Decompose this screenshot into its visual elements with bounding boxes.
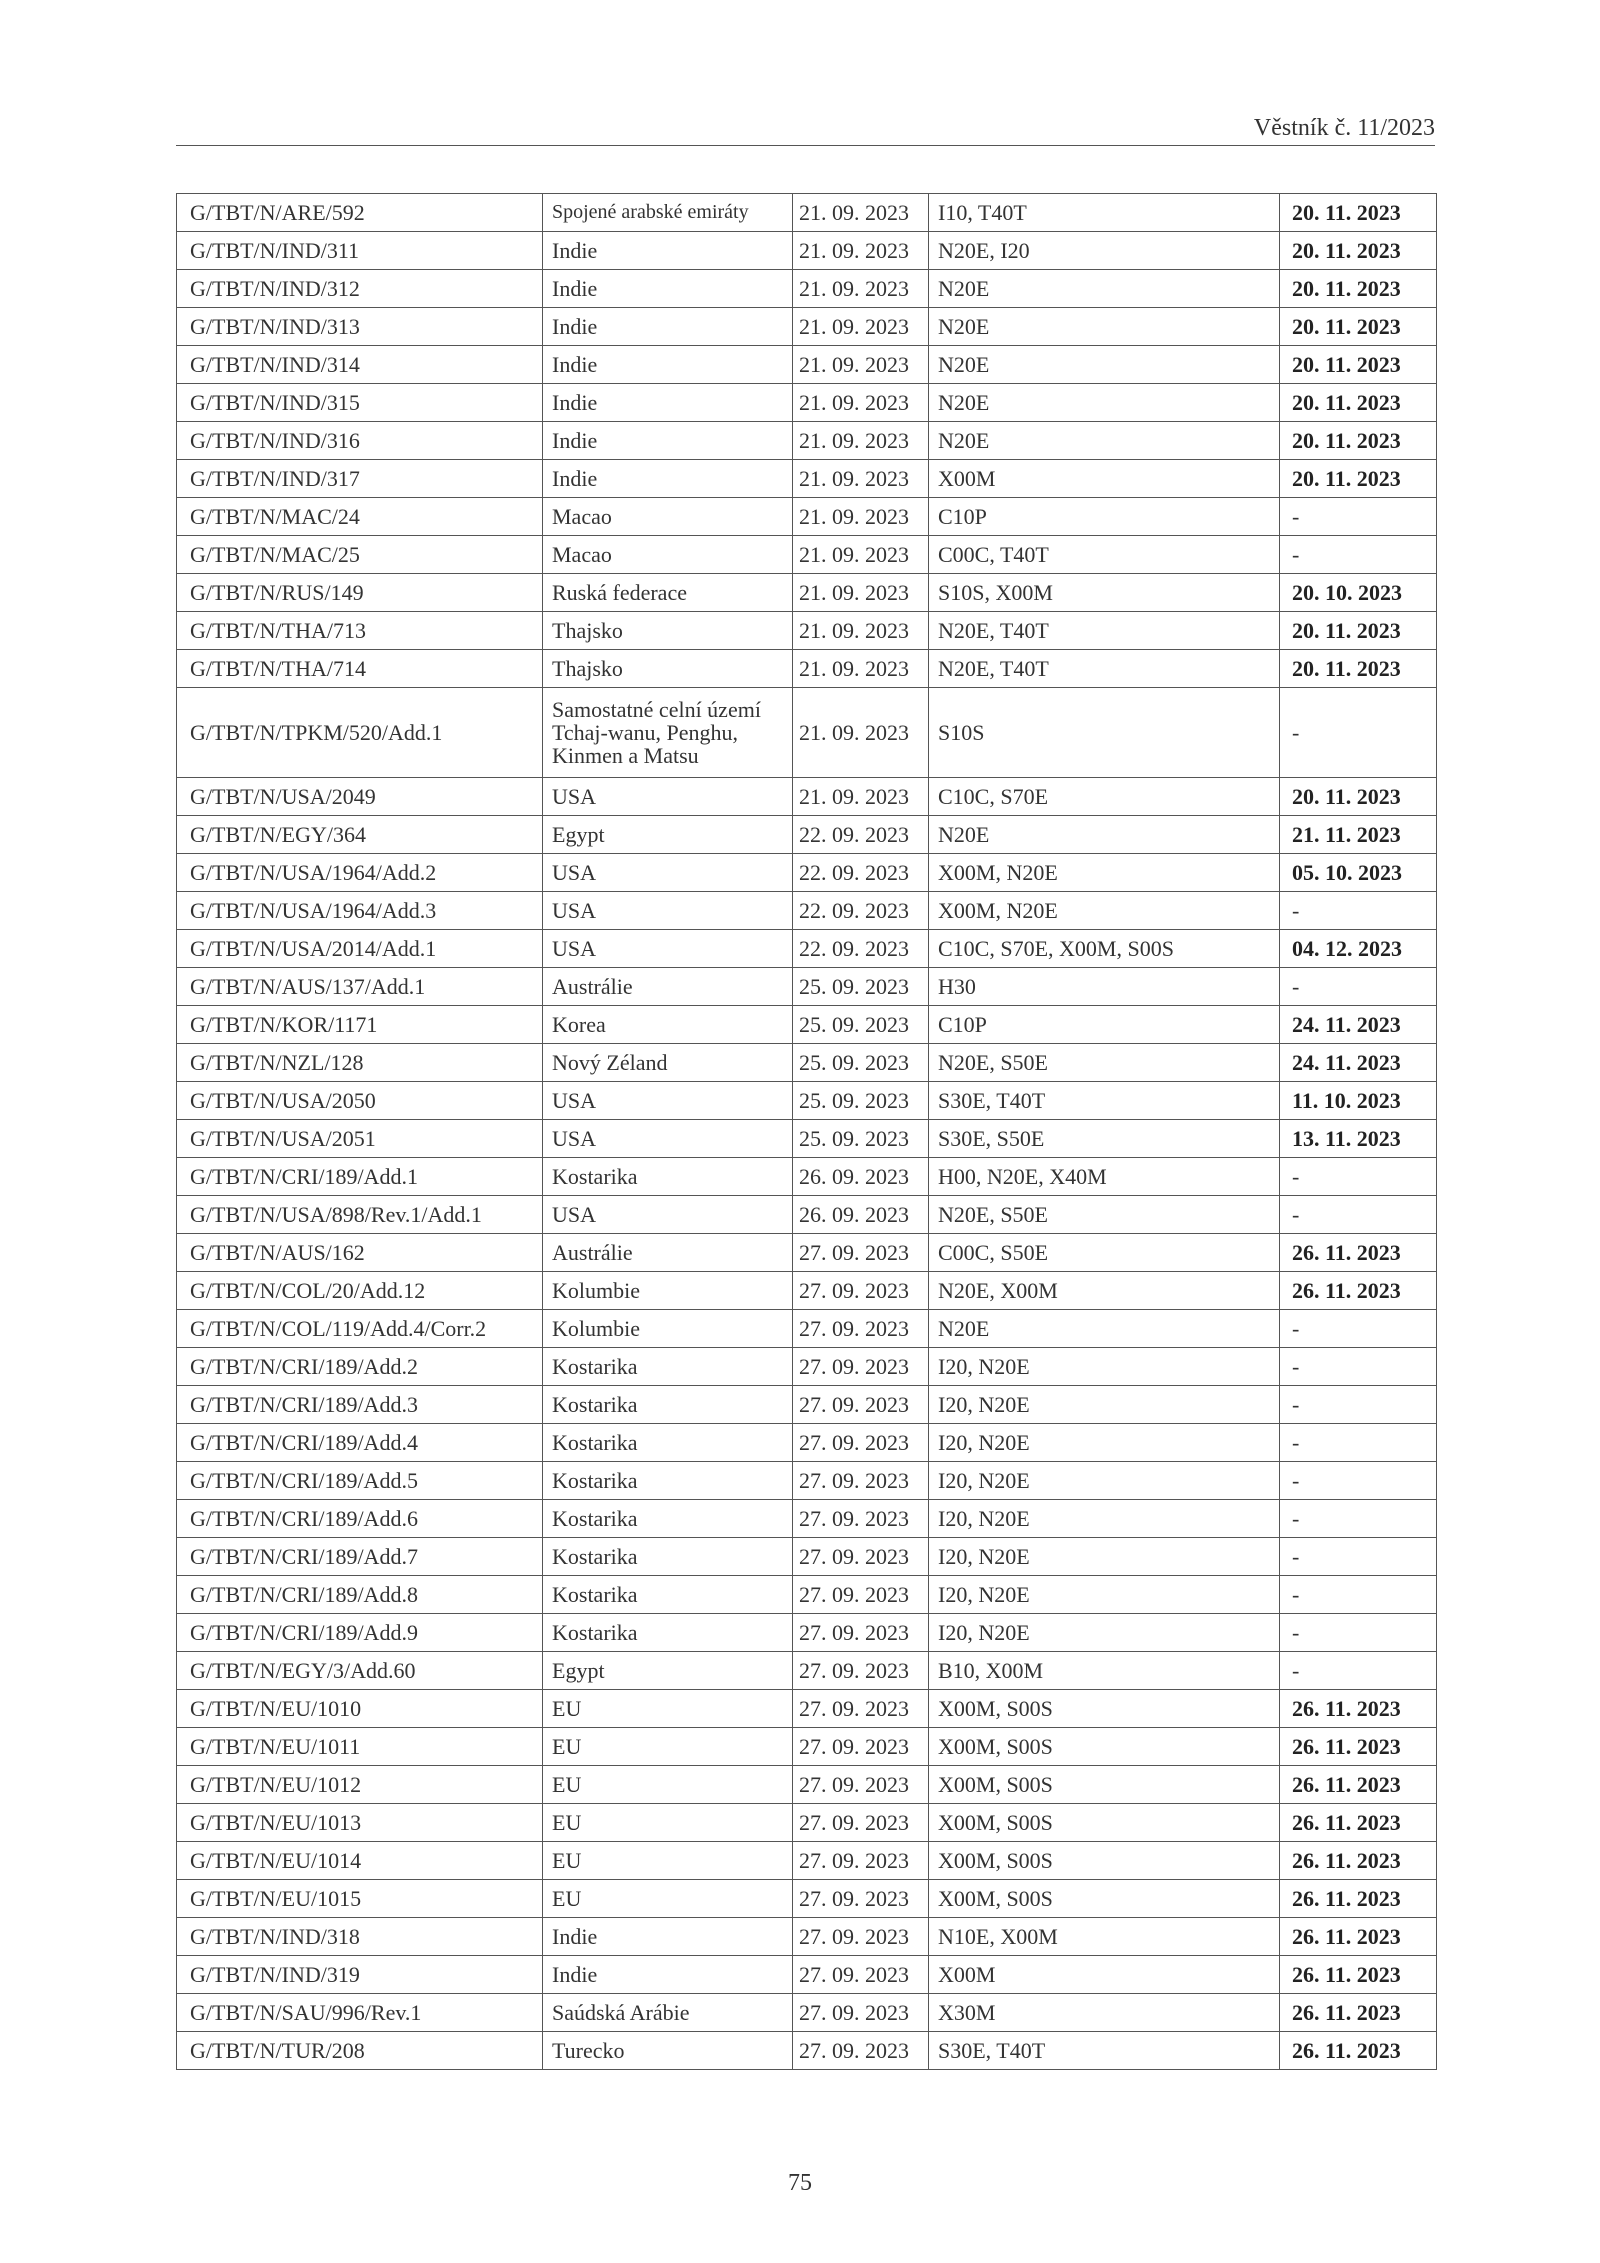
ics-codes: N20E: [929, 270, 1280, 308]
notification-symbol: G/TBT/N/EGY/3/Add.60: [177, 1652, 543, 1690]
comment-deadline: 26. 11. 2023: [1280, 1766, 1437, 1804]
table-row: [177, 1576, 1437, 1614]
ics-codes: N20E: [929, 816, 1280, 854]
notification-date: 22. 09. 2023: [793, 930, 929, 968]
page-number: 75: [788, 2170, 812, 2196]
ics-codes: S10S, X00M: [929, 574, 1280, 612]
comment-deadline: 20. 11. 2023: [1280, 422, 1437, 460]
ics-codes: B10, X00M: [929, 1652, 1280, 1690]
member-country: Saúdská Arábie: [543, 1994, 793, 2032]
comment-deadline: 20. 11. 2023: [1280, 232, 1437, 270]
table-row: [177, 1386, 1437, 1424]
member-country: Kostarika: [543, 1462, 793, 1500]
comment-deadline: -: [1280, 1462, 1437, 1500]
notification-date: 27. 09. 2023: [793, 1234, 929, 1272]
notification-symbol: G/TBT/N/CRI/189/Add.9: [177, 1614, 543, 1652]
notification-symbol: G/TBT/N/IND/318: [177, 1918, 543, 1956]
member-country: Spojené arabské emiráty: [543, 194, 793, 232]
notification-date: 21. 09. 2023: [793, 384, 929, 422]
member-country: USA: [543, 778, 793, 816]
ics-codes: N20E: [929, 422, 1280, 460]
member-country: EU: [543, 1880, 793, 1918]
ics-codes: H00, N20E, X40M: [929, 1158, 1280, 1196]
notification-symbol: G/TBT/N/IND/319: [177, 1956, 543, 1994]
table-row: [177, 536, 1437, 574]
notification-date: 25. 09. 2023: [793, 1082, 929, 1120]
notification-date: 21. 09. 2023: [793, 460, 929, 498]
comment-deadline: -: [1280, 1386, 1437, 1424]
member-country: Austrálie: [543, 1234, 793, 1272]
ics-codes: N20E, S50E: [929, 1196, 1280, 1234]
comment-deadline: 20. 11. 2023: [1280, 270, 1437, 308]
notification-date: 26. 09. 2023: [793, 1196, 929, 1234]
table-row: [177, 1842, 1437, 1880]
member-country: Thajsko: [543, 612, 793, 650]
member-country: USA: [543, 892, 793, 930]
member-country: Austrálie: [543, 968, 793, 1006]
table-row: [177, 384, 1437, 422]
notification-symbol: G/TBT/N/AUS/162: [177, 1234, 543, 1272]
table-row: [177, 194, 1437, 232]
notification-symbol: G/TBT/N/EU/1012: [177, 1766, 543, 1804]
member-country: Kostarika: [543, 1576, 793, 1614]
ics-codes: N10E, X00M: [929, 1918, 1280, 1956]
member-country: Macao: [543, 498, 793, 536]
notification-date: 21. 09. 2023: [793, 498, 929, 536]
table-row: [177, 688, 1437, 778]
table-row: [177, 1348, 1437, 1386]
comment-deadline: 20. 10. 2023: [1280, 574, 1437, 612]
notification-symbol: G/TBT/N/IND/317: [177, 460, 543, 498]
comment-deadline: -: [1280, 892, 1437, 930]
ics-codes: X00M, N20E: [929, 854, 1280, 892]
notification-symbol: G/TBT/N/COL/20/Add.12: [177, 1272, 543, 1310]
ics-codes: N20E: [929, 308, 1280, 346]
ics-codes: X00M, S00S: [929, 1690, 1280, 1728]
comment-deadline: -: [1280, 1424, 1437, 1462]
ics-codes: I20, N20E: [929, 1386, 1280, 1424]
notification-date: 27. 09. 2023: [793, 1842, 929, 1880]
table-row: [177, 270, 1437, 308]
table-row: [177, 612, 1437, 650]
member-country: EU: [543, 1804, 793, 1842]
comment-deadline: -: [1280, 1576, 1437, 1614]
comment-deadline: 26. 11. 2023: [1280, 1728, 1437, 1766]
table-row: [177, 460, 1437, 498]
notification-symbol: G/TBT/N/CRI/189/Add.1: [177, 1158, 543, 1196]
table-row: [177, 1082, 1437, 1120]
member-country: Indie: [543, 308, 793, 346]
ics-codes: N20E: [929, 346, 1280, 384]
comment-deadline: 13. 11. 2023: [1280, 1120, 1437, 1158]
member-country: Indie: [543, 346, 793, 384]
notification-symbol: G/TBT/N/CRI/189/Add.2: [177, 1348, 543, 1386]
notification-symbol: G/TBT/N/IND/313: [177, 308, 543, 346]
ics-codes: X00M: [929, 460, 1280, 498]
notification-symbol: G/TBT/N/RUS/149: [177, 574, 543, 612]
comment-deadline: 20. 11. 2023: [1280, 650, 1437, 688]
notification-symbol: G/TBT/N/IND/312: [177, 270, 543, 308]
ics-codes: C00C, S50E: [929, 1234, 1280, 1272]
member-country: Kostarika: [543, 1424, 793, 1462]
notification-date: 27. 09. 2023: [793, 1880, 929, 1918]
table-row: [177, 422, 1437, 460]
table-row: [177, 650, 1437, 688]
member-country: EU: [543, 1766, 793, 1804]
ics-codes: X00M: [929, 1956, 1280, 1994]
table-row: [177, 1956, 1437, 1994]
table-row: [177, 1728, 1437, 1766]
ics-codes: X00M, S00S: [929, 1842, 1280, 1880]
comment-deadline: 11. 10. 2023: [1280, 1082, 1437, 1120]
comment-deadline: 26. 11. 2023: [1280, 2032, 1437, 2070]
notification-symbol: G/TBT/N/IND/311: [177, 232, 543, 270]
member-country: Kostarika: [543, 1500, 793, 1538]
notification-symbol: G/TBT/N/TPKM/520/Add.1: [177, 688, 543, 778]
table-row: [177, 1424, 1437, 1462]
comment-deadline: -: [1280, 1196, 1437, 1234]
notification-symbol: G/TBT/N/USA/898/Rev.1/Add.1: [177, 1196, 543, 1234]
member-country: Indie: [543, 1918, 793, 1956]
comment-deadline: 24. 11. 2023: [1280, 1006, 1437, 1044]
notification-date: 27. 09. 2023: [793, 1462, 929, 1500]
notification-date: 26. 09. 2023: [793, 1158, 929, 1196]
notification-date: 27. 09. 2023: [793, 2032, 929, 2070]
table-row: [177, 1766, 1437, 1804]
member-country: Indie: [543, 384, 793, 422]
ics-codes: N20E: [929, 1310, 1280, 1348]
notification-date: 27. 09. 2023: [793, 1956, 929, 1994]
comment-deadline: 26. 11. 2023: [1280, 1918, 1437, 1956]
ics-codes: X00M, N20E: [929, 892, 1280, 930]
member-country: EU: [543, 1690, 793, 1728]
member-country: USA: [543, 1120, 793, 1158]
member-country: Turecko: [543, 2032, 793, 2070]
notification-symbol: G/TBT/N/USA/2050: [177, 1082, 543, 1120]
member-country: Kostarika: [543, 1538, 793, 1576]
notification-symbol: G/TBT/N/USA/1964/Add.2: [177, 854, 543, 892]
member-country: USA: [543, 854, 793, 892]
comment-deadline: 20. 11. 2023: [1280, 612, 1437, 650]
notification-symbol: G/TBT/N/KOR/1171: [177, 1006, 543, 1044]
comment-deadline: 26. 11. 2023: [1280, 1690, 1437, 1728]
notification-symbol: G/TBT/N/MAC/25: [177, 536, 543, 574]
notification-date: 22. 09. 2023: [793, 892, 929, 930]
ics-codes: I20, N20E: [929, 1348, 1280, 1386]
ics-codes: X30M: [929, 1994, 1280, 2032]
notification-date: 27. 09. 2023: [793, 1424, 929, 1462]
ics-codes: N20E, I20: [929, 232, 1280, 270]
notification-symbol: G/TBT/N/EU/1010: [177, 1690, 543, 1728]
member-country: Thajsko: [543, 650, 793, 688]
notification-symbol: G/TBT/N/EGY/364: [177, 816, 543, 854]
member-country: Samostatné celní území Tchaj-wanu, Penghu, Kinmen a Matsu: [543, 688, 793, 778]
member-country: EU: [543, 1842, 793, 1880]
table-row: [177, 1880, 1437, 1918]
table-row: [177, 1196, 1437, 1234]
table-row: [177, 1918, 1437, 1956]
ics-codes: X00M, S00S: [929, 1766, 1280, 1804]
comment-deadline: 20. 11. 2023: [1280, 346, 1437, 384]
ics-codes: N20E, S50E: [929, 1044, 1280, 1082]
notification-date: 27. 09. 2023: [793, 1652, 929, 1690]
ics-codes: N20E: [929, 384, 1280, 422]
notification-date: 22. 09. 2023: [793, 816, 929, 854]
notification-date: 21. 09. 2023: [793, 536, 929, 574]
notification-date: 27. 09. 2023: [793, 1690, 929, 1728]
notification-symbol: G/TBT/N/IND/316: [177, 422, 543, 460]
notification-symbol: G/TBT/N/TUR/208: [177, 2032, 543, 2070]
notification-symbol: G/TBT/N/EU/1013: [177, 1804, 543, 1842]
notification-symbol: G/TBT/N/ARE/592: [177, 194, 543, 232]
notifications-table: [176, 193, 1437, 2070]
ics-codes: I20, N20E: [929, 1576, 1280, 1614]
notification-date: 21. 09. 2023: [793, 574, 929, 612]
notification-date: 21. 09. 2023: [793, 612, 929, 650]
member-country: Kostarika: [543, 1614, 793, 1652]
notification-symbol: G/TBT/N/THA/714: [177, 650, 543, 688]
notification-date: 25. 09. 2023: [793, 968, 929, 1006]
table-row: [177, 1994, 1437, 2032]
notification-symbol: G/TBT/N/IND/315: [177, 384, 543, 422]
table-row: [177, 308, 1437, 346]
notification-date: 27. 09. 2023: [793, 1500, 929, 1538]
comment-deadline: -: [1280, 498, 1437, 536]
ics-codes: X00M, S00S: [929, 1880, 1280, 1918]
notification-date: 27. 09. 2023: [793, 1538, 929, 1576]
notification-date: 21. 09. 2023: [793, 422, 929, 460]
comment-deadline: 04. 12. 2023: [1280, 930, 1437, 968]
table-row: [177, 1538, 1437, 1576]
ics-codes: I20, N20E: [929, 1500, 1280, 1538]
ics-codes: I20, N20E: [929, 1614, 1280, 1652]
member-country: Ruská federace: [543, 574, 793, 612]
notification-date: 21. 09. 2023: [793, 346, 929, 384]
table-row: [177, 930, 1437, 968]
table-row: [177, 1614, 1437, 1652]
table-row: [177, 1310, 1437, 1348]
member-country: Indie: [543, 460, 793, 498]
member-country: Korea: [543, 1006, 793, 1044]
comment-deadline: -: [1280, 688, 1437, 778]
table-row: [177, 1690, 1437, 1728]
notification-date: 27. 09. 2023: [793, 1994, 929, 2032]
notification-symbol: G/TBT/N/CRI/189/Add.4: [177, 1424, 543, 1462]
notification-date: 27. 09. 2023: [793, 1272, 929, 1310]
notification-symbol: G/TBT/N/SAU/996/Rev.1: [177, 1994, 543, 2032]
comment-deadline: 20. 11. 2023: [1280, 460, 1437, 498]
member-country: Macao: [543, 536, 793, 574]
table-row: [177, 778, 1437, 816]
member-country: Egypt: [543, 1652, 793, 1690]
notification-symbol: G/TBT/N/CRI/189/Add.5: [177, 1462, 543, 1500]
comment-deadline: -: [1280, 536, 1437, 574]
ics-codes: S30E, T40T: [929, 2032, 1280, 2070]
comment-deadline: 26. 11. 2023: [1280, 1994, 1437, 2032]
notification-date: 21. 09. 2023: [793, 688, 929, 778]
notification-symbol: G/TBT/N/CRI/189/Add.8: [177, 1576, 543, 1614]
table-row: [177, 1006, 1437, 1044]
ics-codes: C00C, T40T: [929, 536, 1280, 574]
notification-date: 21. 09. 2023: [793, 270, 929, 308]
comment-deadline: 26. 11. 2023: [1280, 1234, 1437, 1272]
comment-deadline: -: [1280, 1652, 1437, 1690]
table-row: [177, 854, 1437, 892]
comment-deadline: -: [1280, 1538, 1437, 1576]
member-country: Kostarika: [543, 1158, 793, 1196]
table-row: [177, 1272, 1437, 1310]
page-header: [176, 112, 1435, 146]
ics-codes: C10C, S70E: [929, 778, 1280, 816]
notification-date: 21. 09. 2023: [793, 194, 929, 232]
table-row: [177, 2032, 1437, 2070]
notification-symbol: G/TBT/N/AUS/137/Add.1: [177, 968, 543, 1006]
ics-codes: C10P: [929, 498, 1280, 536]
table-row: [177, 232, 1437, 270]
comment-deadline: 21. 11. 2023: [1280, 816, 1437, 854]
member-country: Indie: [543, 1956, 793, 1994]
member-country: Indie: [543, 422, 793, 460]
notification-date: 21. 09. 2023: [793, 778, 929, 816]
comment-deadline: -: [1280, 968, 1437, 1006]
notification-symbol: G/TBT/N/USA/2051: [177, 1120, 543, 1158]
comment-deadline: 26. 11. 2023: [1280, 1956, 1437, 1994]
table-row: [177, 816, 1437, 854]
table-row: [177, 1234, 1437, 1272]
notification-date: 21. 09. 2023: [793, 308, 929, 346]
comment-deadline: -: [1280, 1614, 1437, 1652]
table-row: [177, 1462, 1437, 1500]
notification-date: 27. 09. 2023: [793, 1576, 929, 1614]
notification-date: 27. 09. 2023: [793, 1918, 929, 1956]
notification-date: 25. 09. 2023: [793, 1006, 929, 1044]
notification-date: 27. 09. 2023: [793, 1614, 929, 1652]
notification-date: 21. 09. 2023: [793, 232, 929, 270]
table-row: [177, 1652, 1437, 1690]
notification-symbol: G/TBT/N/MAC/24: [177, 498, 543, 536]
table-row: [177, 892, 1437, 930]
comment-deadline: 26. 11. 2023: [1280, 1272, 1437, 1310]
member-country: Kolumbie: [543, 1272, 793, 1310]
member-country: Nový Zéland: [543, 1044, 793, 1082]
notifications-table-body: [177, 194, 1437, 2070]
member-country: Indie: [543, 270, 793, 308]
ics-codes: N20E, X00M: [929, 1272, 1280, 1310]
member-country: USA: [543, 930, 793, 968]
member-country: Indie: [543, 232, 793, 270]
table-row: [177, 574, 1437, 612]
ics-codes: X00M, S00S: [929, 1728, 1280, 1766]
comment-deadline: 24. 11. 2023: [1280, 1044, 1437, 1082]
notification-symbol: G/TBT/N/USA/1964/Add.3: [177, 892, 543, 930]
notification-symbol: G/TBT/N/NZL/128: [177, 1044, 543, 1082]
comment-deadline: -: [1280, 1500, 1437, 1538]
notification-date: 21. 09. 2023: [793, 650, 929, 688]
ics-codes: C10P: [929, 1006, 1280, 1044]
comment-deadline: 26. 11. 2023: [1280, 1880, 1437, 1918]
comment-deadline: -: [1280, 1310, 1437, 1348]
comment-deadline: -: [1280, 1158, 1437, 1196]
notification-date: 25. 09. 2023: [793, 1044, 929, 1082]
notification-date: 27. 09. 2023: [793, 1804, 929, 1842]
comment-deadline: -: [1280, 1348, 1437, 1386]
notification-symbol: G/TBT/N/IND/314: [177, 346, 543, 384]
ics-codes: S30E, S50E: [929, 1120, 1280, 1158]
notification-date: 27. 09. 2023: [793, 1728, 929, 1766]
comment-deadline: 20. 11. 2023: [1280, 778, 1437, 816]
ics-codes: N20E, T40T: [929, 612, 1280, 650]
notification-symbol: G/TBT/N/CRI/189/Add.6: [177, 1500, 543, 1538]
ics-codes: I20, N20E: [929, 1538, 1280, 1576]
member-country: USA: [543, 1196, 793, 1234]
comment-deadline: 05. 10. 2023: [1280, 854, 1437, 892]
ics-codes: H30: [929, 968, 1280, 1006]
notification-date: 27. 09. 2023: [793, 1348, 929, 1386]
notification-symbol: G/TBT/N/CRI/189/Add.3: [177, 1386, 543, 1424]
notification-symbol: G/TBT/N/THA/713: [177, 612, 543, 650]
notification-date: 27. 09. 2023: [793, 1766, 929, 1804]
notification-date: 27. 09. 2023: [793, 1310, 929, 1348]
member-country: USA: [543, 1082, 793, 1120]
notification-symbol: G/TBT/N/EU/1015: [177, 1880, 543, 1918]
table-row: [177, 346, 1437, 384]
table-row: [177, 1804, 1437, 1842]
ics-codes: I10, T40T: [929, 194, 1280, 232]
member-country: Kostarika: [543, 1348, 793, 1386]
notification-symbol: G/TBT/N/COL/119/Add.4/Corr.2: [177, 1310, 543, 1348]
comment-deadline: 26. 11. 2023: [1280, 1842, 1437, 1880]
member-country: Kolumbie: [543, 1310, 793, 1348]
ics-codes: I20, N20E: [929, 1462, 1280, 1500]
notification-date: 25. 09. 2023: [793, 1120, 929, 1158]
table-row: [177, 498, 1437, 536]
notification-date: 22. 09. 2023: [793, 854, 929, 892]
member-country: Kostarika: [543, 1386, 793, 1424]
ics-codes: S30E, T40T: [929, 1082, 1280, 1120]
notification-symbol: G/TBT/N/EU/1014: [177, 1842, 543, 1880]
notification-date: 27. 09. 2023: [793, 1386, 929, 1424]
notification-symbol: G/TBT/N/EU/1011: [177, 1728, 543, 1766]
ics-codes: S10S: [929, 688, 1280, 778]
table-row: [177, 1158, 1437, 1196]
table-row: [177, 1044, 1437, 1082]
ics-codes: X00M, S00S: [929, 1804, 1280, 1842]
ics-codes: I20, N20E: [929, 1424, 1280, 1462]
comment-deadline: 20. 11. 2023: [1280, 308, 1437, 346]
table-row: [177, 1500, 1437, 1538]
table-row: [177, 1120, 1437, 1158]
comment-deadline: 26. 11. 2023: [1280, 1804, 1437, 1842]
notification-symbol: G/TBT/N/USA/2049: [177, 778, 543, 816]
notification-symbol: G/TBT/N/CRI/189/Add.7: [177, 1538, 543, 1576]
table-row: [177, 968, 1437, 1006]
ics-codes: N20E, T40T: [929, 650, 1280, 688]
notification-symbol: G/TBT/N/USA/2014/Add.1: [177, 930, 543, 968]
member-country: Egypt: [543, 816, 793, 854]
comment-deadline: 20. 11. 2023: [1280, 384, 1437, 422]
ics-codes: C10C, S70E, X00M, S00S: [929, 930, 1280, 968]
journal-issue-title: Věstník č. 11/2023: [1253, 115, 1435, 141]
member-country: EU: [543, 1728, 793, 1766]
comment-deadline: 20. 11. 2023: [1280, 194, 1437, 232]
